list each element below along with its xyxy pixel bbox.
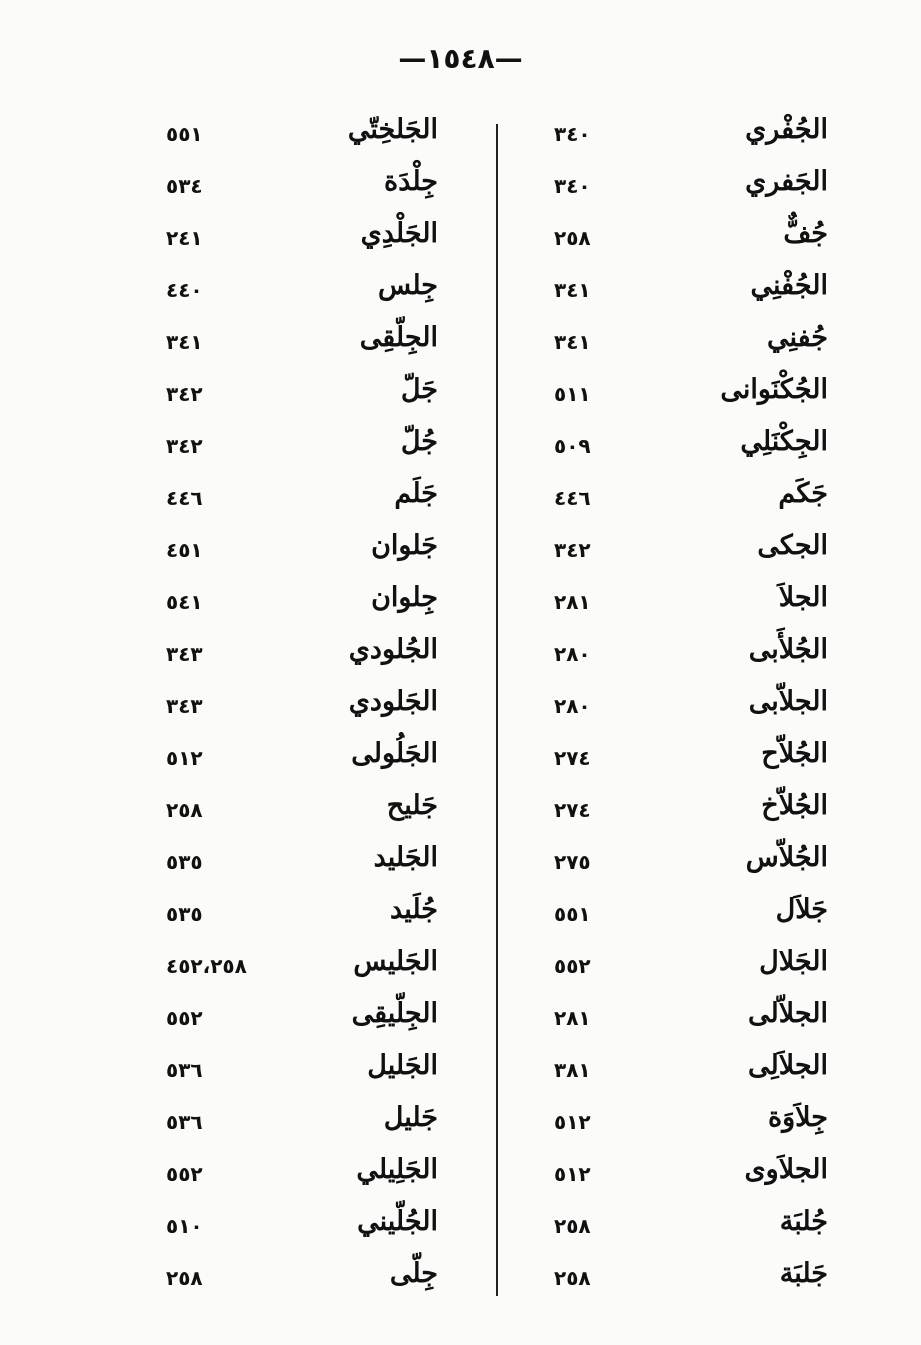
index-entry [540, 110, 840, 162]
index-entry [540, 734, 840, 786]
entry-page-ref: ٥٥٢ [166, 1162, 203, 1186]
entry-term: الجَلِيلي [356, 1154, 438, 1185]
index-entry [150, 994, 450, 1046]
entry-term: الجَليل [367, 1050, 438, 1081]
entry-page-ref: ٣٤١ [554, 330, 591, 354]
index-entry [150, 734, 450, 786]
index-entry [150, 526, 450, 578]
entry-page-ref: ٥٣٤ [166, 174, 203, 198]
entry-term: الجلاَلِى [748, 1050, 828, 1081]
index-entry [540, 422, 840, 474]
entry-page-ref: ٢٤١ [166, 226, 203, 250]
entry-page-ref: ٢٨١ [554, 1006, 591, 1030]
entry-term: الجكى [757, 530, 828, 561]
entry-term: الجُكْنَوانى [720, 374, 828, 405]
entry-term: الجَليس [353, 946, 438, 977]
index-entry [540, 942, 840, 994]
index-column-left [150, 110, 450, 1306]
index-entry [150, 1254, 450, 1306]
entry-page-ref: ٣٤٠ [554, 122, 591, 146]
entry-page-ref: ٢٨١ [554, 590, 591, 614]
entry-page-ref: ٥٥٢ [166, 1006, 203, 1030]
index-entry [540, 1254, 840, 1306]
entry-page-ref: ٣٤٣ [166, 642, 203, 666]
entry-page-ref: ٢٧٤ [554, 798, 591, 822]
entry-page-ref: ٥٣٦ [166, 1058, 203, 1082]
entry-term: الجَلال [759, 946, 828, 977]
index-entry [150, 1202, 450, 1254]
column-divider [496, 124, 498, 1296]
index-entry [540, 1098, 840, 1150]
entry-page-ref: ٥٥١ [554, 902, 591, 926]
entry-term: الجلاّلى [748, 998, 828, 1029]
index-entry [540, 578, 840, 630]
entry-term: جَلاَل [775, 894, 828, 925]
entry-term: جَلوان [371, 530, 438, 561]
index-entry [150, 1046, 450, 1098]
entry-term: جَلّ [400, 374, 438, 405]
entry-term: الجِلّقِى [359, 322, 438, 353]
entry-term: جَليح [386, 790, 438, 821]
entry-term: الجلاَوى [744, 1154, 828, 1185]
entry-page-ref: ٣٤٣ [166, 694, 203, 718]
entry-page-ref: ٣٤٠ [554, 174, 591, 198]
index-entry [150, 630, 450, 682]
entry-term: الجَلودي [348, 686, 438, 717]
entry-term: الجُفْري [745, 114, 828, 145]
entry-page-ref: ٣٤١ [554, 278, 591, 302]
entry-page-ref: ٥٣٦ [166, 1110, 203, 1134]
index-entry [540, 162, 840, 214]
entry-term: جِلوان [371, 582, 438, 613]
entry-page-ref: ٥١٢ [554, 1110, 591, 1134]
entry-term: جِلس [377, 270, 438, 301]
entry-page-ref: ٢٥٨ [166, 798, 203, 822]
entry-page-ref: ٥١٠ [166, 1214, 203, 1238]
entry-page-ref: ٥١٢ [554, 1162, 591, 1186]
entry-page-ref: ٢٨٠ [554, 694, 591, 718]
index-entry [150, 838, 450, 890]
entry-term: الجُلاّح [761, 738, 828, 769]
index-entry [150, 682, 450, 734]
index-entry [150, 266, 450, 318]
entry-term: الجِكْنَلِي [740, 426, 828, 457]
entry-term: الجَلخِتّي [347, 114, 438, 145]
entry-page-ref: ٥٠٩ [554, 434, 591, 458]
entry-page-ref: ٤٥١ [166, 538, 203, 562]
entry-term: جَليل [383, 1102, 438, 1133]
index-entry [540, 370, 840, 422]
entry-term: جَلَم [394, 478, 438, 509]
index-entry [150, 370, 450, 422]
entry-term: جِلاَوَة [768, 1102, 828, 1133]
entry-term: الجلاّبى [748, 686, 828, 717]
entry-term: الجُلاّس [745, 842, 828, 873]
index-entry [540, 266, 840, 318]
entry-page-ref: ٣٤٢ [554, 538, 591, 562]
entry-page-ref: ٤٤٠ [166, 278, 203, 302]
index-entry [150, 110, 450, 162]
entry-term: الجُلأَبى [748, 634, 828, 665]
index-entry [540, 838, 840, 890]
index-entry [540, 786, 840, 838]
entry-term: الجُلودي [348, 634, 438, 665]
entry-page-ref: ٥٣٥ [166, 902, 203, 926]
index-entry [150, 318, 450, 370]
entry-term: الجَلْدِي [360, 218, 438, 249]
index-entry [540, 630, 840, 682]
entry-page-ref: ٥٥٢ [554, 954, 591, 978]
index-entry [150, 578, 450, 630]
page-number: —١٥٤٨— [398, 42, 523, 75]
entry-term: الجَليد [373, 842, 438, 873]
index-entry [540, 318, 840, 370]
index-entry [150, 1150, 450, 1202]
entry-page-ref: ٢٥٨ [554, 1214, 591, 1238]
entry-page-ref: ٥٣٥ [166, 850, 203, 874]
index-entry [540, 994, 840, 1046]
index-column-right [540, 110, 840, 1306]
index-entry [540, 1150, 840, 1202]
entry-page-ref: ٢٧٥ [554, 850, 591, 874]
entry-page-ref: ٥٥١ [166, 122, 203, 146]
index-entry [540, 526, 840, 578]
index-entry [540, 1202, 840, 1254]
entry-page-ref: ٢٥٨ [166, 1266, 203, 1290]
entry-term: الجُفْنِي [750, 270, 828, 301]
entry-page-ref: ٣٤١ [166, 330, 203, 354]
entry-term: جُفنِي [766, 322, 828, 353]
index-entry [150, 214, 450, 266]
entry-page-ref: ٥١١ [554, 382, 591, 406]
entry-page-ref: ٤٥٢،٢٥٨ [166, 954, 247, 978]
index-entry [150, 942, 450, 994]
entry-page-ref: ٤٤٦ [166, 486, 203, 510]
entry-page-ref: ٢٧٤ [554, 746, 591, 770]
entry-term: الجِلّيقِى [351, 998, 438, 1029]
index-entry [150, 474, 450, 526]
entry-term: جَلبَة [779, 1258, 828, 1289]
entry-term: الجَفري [745, 166, 828, 197]
entry-term: جُلبَة [779, 1206, 828, 1237]
entry-term: الجَلُولى [351, 738, 438, 769]
entry-term: جُلَيد [390, 894, 438, 925]
entry-term: جُفٌّ [783, 218, 828, 249]
entry-page-ref: ٥٤١ [166, 590, 203, 614]
entry-page-ref: ٥١٢ [166, 746, 203, 770]
index-entry [540, 214, 840, 266]
index-entry [540, 890, 840, 942]
index-entry [150, 786, 450, 838]
entry-page-ref: ٤٤٦ [554, 486, 591, 510]
entry-page-ref: ٣٨١ [554, 1058, 591, 1082]
index-entry [150, 162, 450, 214]
index-entry [150, 422, 450, 474]
entry-page-ref: ٢٥٨ [554, 1266, 591, 1290]
entry-term: الجلاَ [778, 582, 828, 613]
index-entry [540, 682, 840, 734]
index-entry [150, 1098, 450, 1150]
entry-term: جِلّى [389, 1258, 438, 1289]
entry-term: الجُلاّخ [761, 790, 828, 821]
index-entry [540, 474, 840, 526]
index-entry [540, 1046, 840, 1098]
entry-term: الجُلّيني [357, 1206, 438, 1237]
entry-page-ref: ٣٤٢ [166, 382, 203, 406]
index-entry [150, 890, 450, 942]
entry-page-ref: ٢٥٨ [554, 226, 591, 250]
entry-term: جِلْدَة [384, 166, 438, 197]
entry-term: جَكَم [778, 478, 828, 509]
entry-term: جُلّ [400, 426, 438, 457]
entry-page-ref: ٣٤٢ [166, 434, 203, 458]
entry-page-ref: ٢٨٠ [554, 642, 591, 666]
